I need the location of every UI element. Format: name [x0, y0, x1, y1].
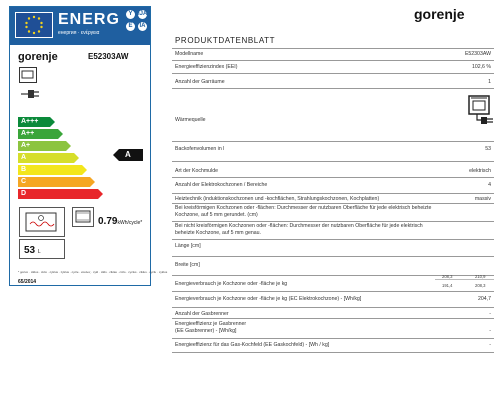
zone-value: 208,3 — [442, 274, 453, 279]
class-bar: B — [18, 165, 82, 175]
divider — [172, 141, 494, 142]
class-bar: A++ — [18, 129, 58, 139]
cycle-languages: * gorivo · ciklus · ciclo · cyklus · zyklus · cycle · κύκλος · cykl · cikls · ciklas · ciclo · cyclus · ciklus · cyclu · cyklus — [18, 270, 168, 274]
divider — [172, 352, 494, 353]
row-label: Art der Kochmulde — [175, 168, 218, 174]
row-label: (EE Gasbrenner) - [Wh/kg] — [175, 328, 237, 334]
divider — [172, 88, 494, 89]
oven-fan-icon — [19, 207, 65, 237]
divider — [435, 279, 494, 280]
row-label: Energieeffizienz für das Gas-Kochfeld (EE Gaskochfeld) - [Wh / kg] — [175, 342, 330, 348]
zone-value: 208,3 — [475, 283, 486, 288]
row-value: 102,6 % — [471, 64, 491, 70]
row-label: Wärmequelle — [175, 117, 206, 123]
volume-value: 53 — [24, 245, 36, 256]
row-label: Energieeffizienzindex (EEI) — [175, 64, 238, 70]
brand-logo: gorenje — [414, 6, 465, 22]
oven-conventional-icon — [72, 207, 94, 227]
divider — [172, 193, 494, 194]
plug-icon — [20, 87, 40, 99]
row-value: - — [489, 342, 491, 348]
row-value: - — [489, 311, 491, 317]
row-value: 1 — [488, 79, 491, 85]
divider — [172, 256, 494, 257]
row-label: Breite [cm] — [175, 262, 200, 268]
volume-unit: L — [37, 249, 41, 255]
energy-subtitle: енергия · ενέργεια — [58, 30, 100, 36]
regulation-code: 65/2014 — [18, 279, 37, 285]
divider — [172, 177, 494, 178]
row-label: Energieverbrauch je Kochzone oder -fläche je kg — [175, 281, 288, 287]
oven-volume — [24, 245, 41, 256]
class-bar: C — [18, 177, 90, 187]
lang-letter: E — [126, 22, 135, 31]
class-bar: A+ — [18, 141, 66, 151]
consumption-unit: kWh/cycle* — [117, 220, 143, 226]
energy-consumption — [98, 216, 142, 227]
zone-value: 210,9 — [475, 274, 486, 279]
divider — [172, 73, 494, 74]
row-label: Energieverbrauch je Kochzone oder -fläche je kg (EC Elektrokochzone) - [Wh/kg] — [175, 296, 362, 302]
divider — [172, 318, 494, 319]
consumption-value: 0.79 — [98, 216, 118, 227]
row-value: 53 — [485, 146, 491, 152]
label-brand: gorenje — [18, 51, 58, 63]
row-label: Anzahl der Elektrokochzonen / Bereiche — [175, 182, 268, 188]
divider — [172, 60, 494, 61]
lang-letter: IA — [139, 23, 146, 29]
lang-letter: IJA — [138, 11, 148, 17]
energy-label-header — [10, 7, 150, 45]
row-value: - — [489, 328, 491, 334]
row-label: Energieeffizienz je Gasbrenner — [175, 321, 247, 327]
row-label: Modellname — [175, 51, 204, 57]
class-bar: D — [18, 189, 98, 199]
divider — [172, 161, 494, 162]
oven-icon — [19, 67, 37, 83]
divider — [172, 221, 494, 222]
lang-letter: Y — [126, 10, 135, 19]
zone-value: 191,4 — [442, 283, 453, 288]
energy-word: ENERG — [58, 11, 120, 28]
energy-label — [9, 6, 168, 286]
divider — [172, 239, 494, 240]
row-value: E52303AW — [464, 51, 491, 57]
row-value: 4 — [488, 182, 491, 188]
row-label: Bei nicht kreisförmigen Kochzonen oder -flächen: Durchmesser der nutzbaren Oberfläche für jede elektrisch beheizte Kochzone, auf 5 mm genau. — [175, 223, 423, 236]
eu-flag-icon — [15, 12, 53, 38]
row-label: Bei kreisförmigen Kochzonen oder -flächen: Durchmesser der nutzbaren Oberfläche für jede elektrisch beheizte Kochzone, auf 5 mm gerundet. (cm) — [175, 205, 432, 218]
row-value: massiv — [474, 196, 491, 202]
row-label: Backofenvolumen in l — [175, 146, 225, 152]
row-label: Anzahl der Garräume — [175, 79, 225, 85]
row-label: Länge [cm] — [175, 243, 201, 249]
oven-plug-icon — [467, 94, 497, 130]
divider — [172, 203, 494, 204]
row-value: elektrisch — [469, 168, 491, 174]
sheet-title: PRODUKTDATENBLATT — [175, 36, 276, 45]
class-bar: A+++ — [18, 117, 50, 127]
row-label: Heiztechnik (induktionskochzonen und -kochflächen, Strahlungskochzonen, Kochplatten) — [175, 196, 380, 202]
divider — [172, 307, 494, 308]
label-model: E52303AW — [88, 52, 129, 61]
row-value: 204,7 — [478, 296, 491, 302]
divider — [172, 338, 494, 339]
class-bar: A — [18, 153, 74, 163]
divider — [172, 291, 494, 292]
divider — [172, 48, 494, 49]
row-label: Anzahl der Gasbrenner — [175, 311, 229, 317]
rated-class-arrow: A — [119, 149, 143, 161]
